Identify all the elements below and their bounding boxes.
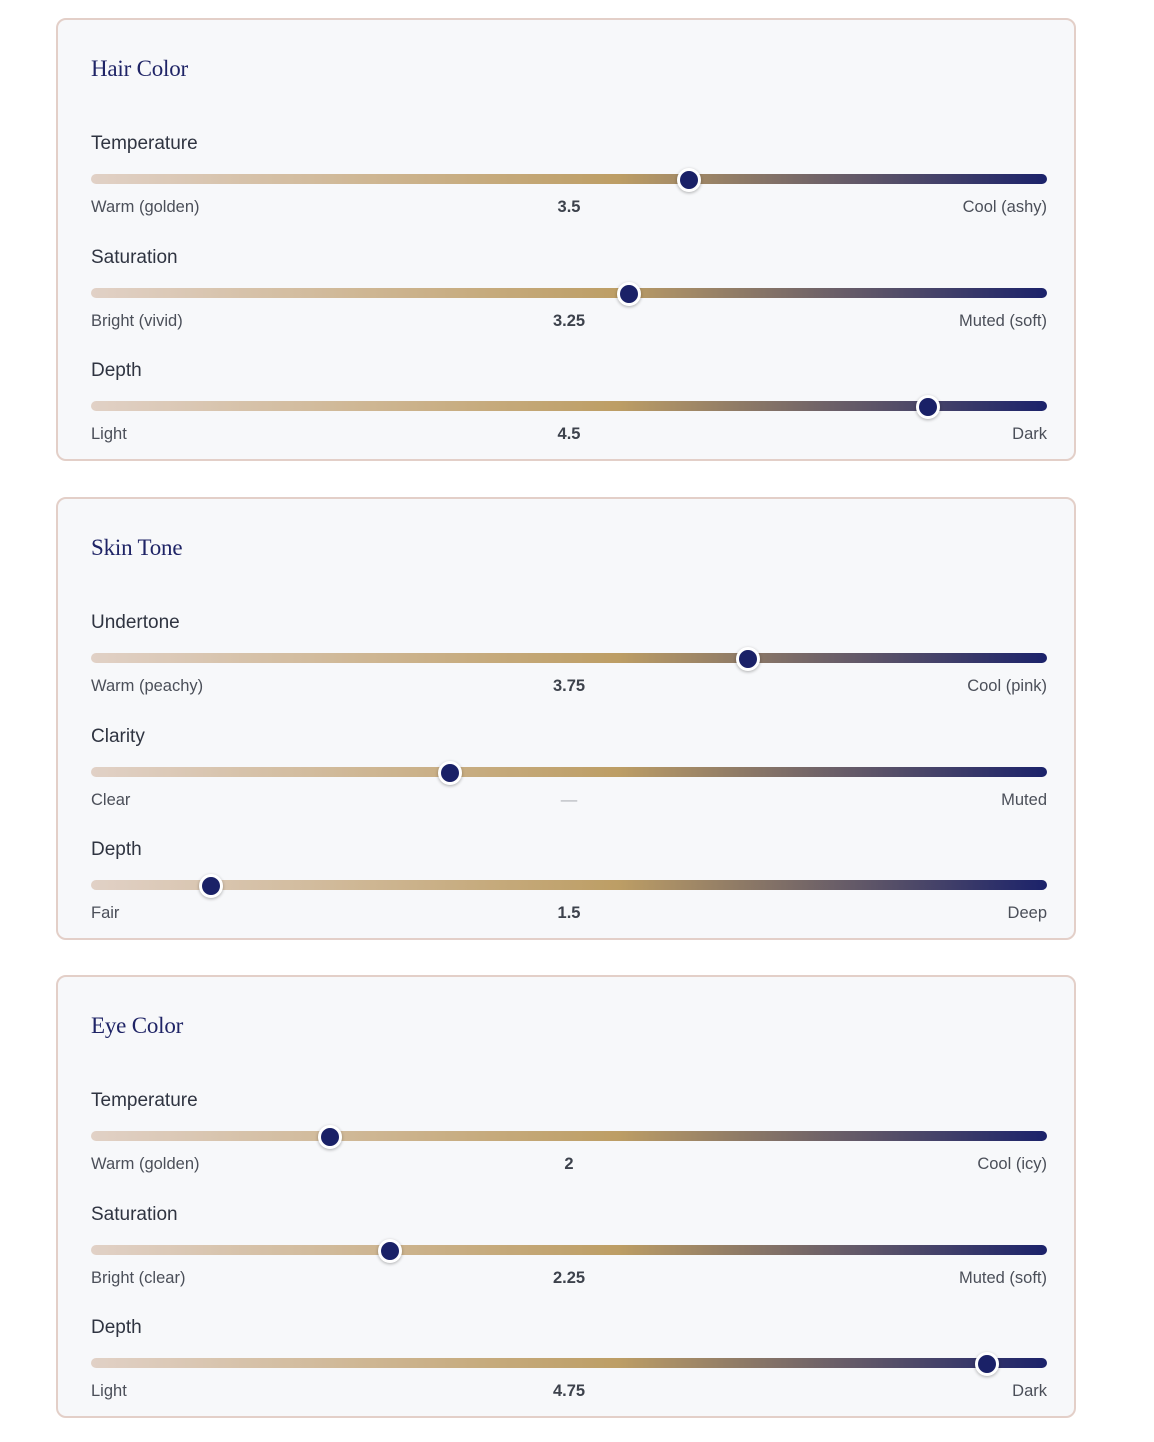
slider-label: Depth <box>91 360 142 381</box>
slider-track[interactable] <box>91 1131 1047 1141</box>
slider-min-label: Warm (peachy) <box>91 677 204 695</box>
slider-max-label: Muted <box>1001 791 1047 809</box>
slider-max-label: Dark <box>1012 425 1047 443</box>
slider-value: 2 <box>564 1155 574 1173</box>
slider-max-label: Cool (icy) <box>977 1155 1047 1173</box>
slider-label: Undertone <box>91 612 180 633</box>
section-card-skin-tone <box>56 497 1076 940</box>
slider-label: Clarity <box>91 726 145 747</box>
slider-row-hair-depth <box>91 360 1047 466</box>
slider-label: Temperature <box>91 133 198 154</box>
slider-value: 3.5 <box>557 198 581 216</box>
slider-row-hair-temperature <box>91 133 1047 239</box>
slider-value: 3.25 <box>552 312 586 330</box>
slider-min-label: Clear <box>91 791 131 809</box>
slider-value: 4.75 <box>552 1382 586 1400</box>
slider-row-eye-depth <box>91 1317 1047 1423</box>
slider-track[interactable] <box>91 288 1047 298</box>
slider-min-label: Warm (golden) <box>91 198 200 216</box>
slider-thumb[interactable] <box>318 1125 342 1149</box>
slider-thumb[interactable] <box>975 1352 999 1376</box>
slider-min-label: Bright (vivid) <box>91 312 183 330</box>
slider-track[interactable] <box>91 653 1047 663</box>
slider-thumb[interactable] <box>916 395 940 419</box>
slider-track[interactable] <box>91 880 1047 890</box>
slider-min-label: Light <box>91 1382 127 1400</box>
slider-label: Depth <box>91 1317 142 1338</box>
slider-row-eye-saturation <box>91 1204 1047 1310</box>
slider-min-label: Fair <box>91 904 120 922</box>
section-title: Eye Color <box>91 1013 184 1038</box>
section-title: Skin Tone <box>91 535 183 560</box>
slider-track[interactable] <box>91 401 1047 411</box>
slider-thumb[interactable] <box>199 874 223 898</box>
slider-min-label: Light <box>91 425 127 443</box>
slider-track[interactable] <box>91 174 1047 184</box>
slider-thumb[interactable] <box>677 168 701 192</box>
slider-value: 2.25 <box>552 1269 586 1287</box>
slider-track[interactable] <box>91 1245 1047 1255</box>
slider-track[interactable] <box>91 1358 1047 1368</box>
slider-value: 4.5 <box>557 425 581 443</box>
slider-row-hair-saturation <box>91 247 1047 353</box>
slider-min-label: Warm (golden) <box>91 1155 200 1173</box>
section-title: Hair Color <box>91 56 189 81</box>
slider-thumb[interactable] <box>617 282 641 306</box>
slider-thumb[interactable] <box>378 1239 402 1263</box>
slider-value: 1.5 <box>557 904 581 922</box>
slider-value: — <box>560 791 578 809</box>
slider-row-eye-temperature <box>91 1090 1047 1196</box>
slider-row-skin-depth <box>91 839 1047 945</box>
slider-track[interactable] <box>91 767 1047 777</box>
slider-max-label: Muted (soft) <box>958 312 1047 330</box>
slider-thumb[interactable] <box>438 761 462 785</box>
slider-min-label: Bright (clear) <box>91 1269 186 1287</box>
slider-label: Depth <box>91 839 142 860</box>
slider-max-label: Deep <box>1007 904 1047 922</box>
slider-thumb[interactable] <box>736 647 760 671</box>
slider-row-skin-clarity <box>91 726 1047 832</box>
section-card-hair-color <box>56 18 1076 461</box>
slider-row-skin-undertone <box>91 612 1047 718</box>
slider-max-label: Cool (ashy) <box>962 198 1047 216</box>
section-card-eye-color <box>56 975 1076 1418</box>
slider-max-label: Dark <box>1012 1382 1047 1400</box>
slider-label: Saturation <box>91 1204 178 1225</box>
slider-value: 3.75 <box>552 677 586 695</box>
slider-max-label: Cool (pink) <box>967 677 1047 695</box>
slider-label: Temperature <box>91 1090 198 1111</box>
slider-label: Saturation <box>91 247 178 268</box>
slider-max-label: Muted (soft) <box>958 1269 1047 1287</box>
